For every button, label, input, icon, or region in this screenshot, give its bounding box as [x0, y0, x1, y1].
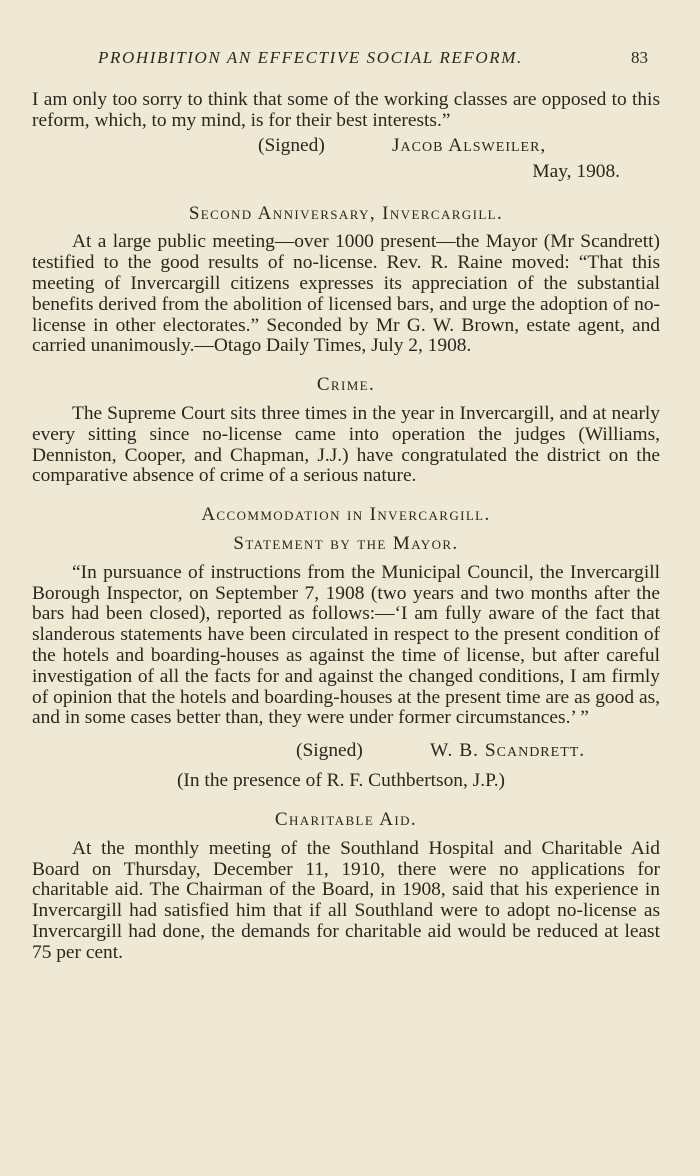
signer-name: Jacob Alsweiler,	[392, 134, 547, 156]
running-header	[32, 46, 660, 72]
mayor-signed-label: (Signed)	[296, 740, 363, 762]
date-line	[32, 162, 660, 186]
book-page	[32, 46, 660, 964]
running-title: PROHIBITION AN EFFECTIVE SOCIAL REFORM.	[98, 48, 523, 67]
opening-paragraph: I am only too sorry to think that some of the working classes are opposed to this reform, which, to my mind, is for their best interests.”	[32, 89, 660, 131]
paragraph-charitable: At the monthly meeting of the Southland Hospital and Charitable Aid Board on Thursday, December 11, 1910, there were no applications for charitable aid. The Chairman of the Board, in 1908, said that his experience in Invercargill had satisfied him that if all Southland were to adopt no-license as Invercargill had done, the demands for charitable aid would be reduced at least 75 per cent.	[32, 837, 660, 963]
paragraph-anniversary: At a large public meeting—over 1000 present—the Mayor (Mr Scandrett) testified to the good results of no-license. Rev. R. Raine moved: “That this meeting of Invercargill citizens expresses its appreciation of the substantial benefits derived from the abolition of licensed bars, and urge the adoption of no-license in other electorates.” Seconded by Mr G. W. Brown, estate agent, and carried unanimously.—Otago Daily Times, July 2, 1908.	[32, 231, 660, 357]
signature-line	[32, 136, 660, 160]
section-heading-anniversary: Second Anniversary, Invercargill.	[188, 202, 504, 224]
paragraph-accommodation: “In pursuance of instructions from the Municipal Council, the Invercargill Borough Inspector, on September 7, 1908 (two years and two months after the bars had been closed), reported as follows:—‘I am fully aware of the fact that slanderous statements have been circulated in respect to the present condition of the hotels and boarding-houses as against the time of license, but after careful investigation of all the facts for and against the changed conditions, I am firmly of opinion that the hotels and boarding-houses at the present time are as good as, and in some cases better than, they were under former circumstances.’ ”	[32, 561, 660, 729]
signature-date: May, 1908.	[532, 160, 620, 182]
section-heading-charitable: Charitable Aid.	[274, 808, 418, 830]
presence-note: (In the presence of R. F. Cuthbertson, J.P.)	[176, 770, 506, 792]
paragraph-crime: The Supreme Court sits three times in the year in Invercargill, and at nearly every sitting since no-license came into operation the judges (Williams, Denniston, Cooper, and Chapman, J.J.) have congratulated the district on the comparative absence of crime of a serious nature.	[32, 402, 660, 487]
section-heading-crime: Crime.	[316, 374, 376, 396]
page-number: 83	[631, 48, 648, 67]
signed-label: (Signed)	[258, 134, 325, 156]
section-subheading-mayor-statement: Statement by the Mayor.	[233, 532, 459, 554]
section-heading-accommodation: Accommodation in Invercargill.	[201, 504, 491, 526]
mayor-signature-line	[32, 741, 660, 765]
mayor-signer-name: W. B. Scandrett.	[430, 740, 586, 762]
